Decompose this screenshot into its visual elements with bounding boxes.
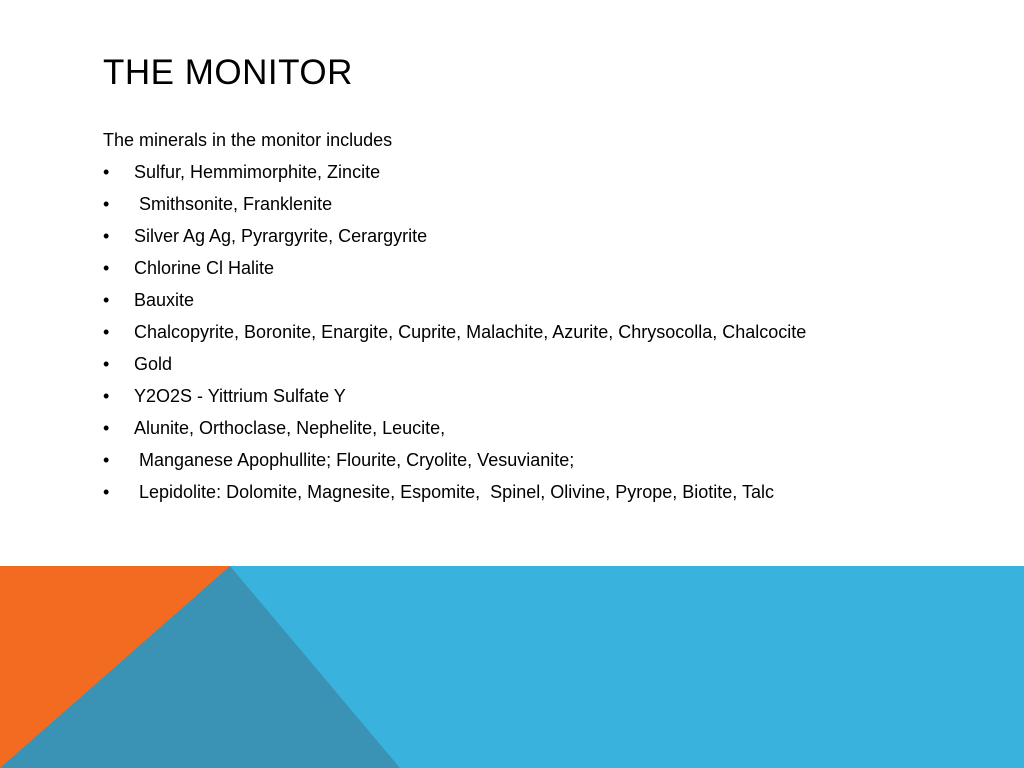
list-item-text: Chalcopyrite, Boronite, Enargite, Cuprite, Malachite, Azurite, Chrysocolla, Chalcocite — [134, 322, 807, 342]
list-item-text: Sulfur, Hemmimorphite, Zincite — [134, 162, 381, 182]
list-item-text: Bauxite — [134, 290, 195, 310]
bullet-icon: • — [103, 450, 110, 470]
bullet-icon: • — [103, 162, 110, 182]
decorative-footer-band — [0, 566, 1024, 768]
list-item-text: Alunite, Orthoclase, Nephelite, Leucite, — [134, 418, 446, 438]
list-item — [103, 316, 983, 348]
bullet-icon: • — [103, 482, 110, 502]
bullet-icon: • — [103, 322, 110, 342]
list-item — [103, 348, 983, 380]
bullet-icon: • — [103, 258, 110, 278]
bullet-icon: • — [103, 226, 110, 246]
list-item-text: Chlorine Cl Halite — [134, 258, 275, 278]
bullet-icon: • — [103, 386, 110, 406]
list-item-text: Silver Ag Ag, Pyrargyrite, Cerargyrite — [134, 226, 428, 246]
list-item — [103, 476, 983, 508]
list-item — [103, 252, 983, 284]
list-item-text: Y2O2S - Yittrium Sulfate Y — [134, 386, 346, 406]
list-item-text: Gold — [134, 354, 173, 374]
slide-body — [103, 124, 983, 508]
list-item — [103, 220, 983, 252]
bullet-icon: • — [103, 418, 110, 438]
list-item-text: Lepidolite: Dolomite, Magnesite, Espomite, Spinel, Olivine, Pyrope, Biotite, Talc — [134, 482, 774, 502]
footer-shapes — [0, 566, 1024, 768]
bullet-icon: • — [103, 354, 110, 374]
mineral-list — [103, 156, 983, 508]
bullet-icon: • — [103, 194, 110, 214]
list-item — [103, 284, 983, 316]
intro-text: The minerals in the monitor includes — [103, 130, 393, 150]
list-item — [103, 444, 983, 476]
list-item-text: Manganese Apophullite; Flourite, Cryolite, Vesuvianite; — [134, 450, 575, 470]
list-item — [103, 188, 983, 220]
list-item — [103, 380, 983, 412]
list-item-text: Smithsonite, Franklenite — [134, 194, 333, 214]
list-item — [103, 412, 983, 444]
list-item — [103, 156, 983, 188]
bullet-icon: • — [103, 290, 110, 310]
slide-title: THE MONITOR — [103, 53, 353, 92]
